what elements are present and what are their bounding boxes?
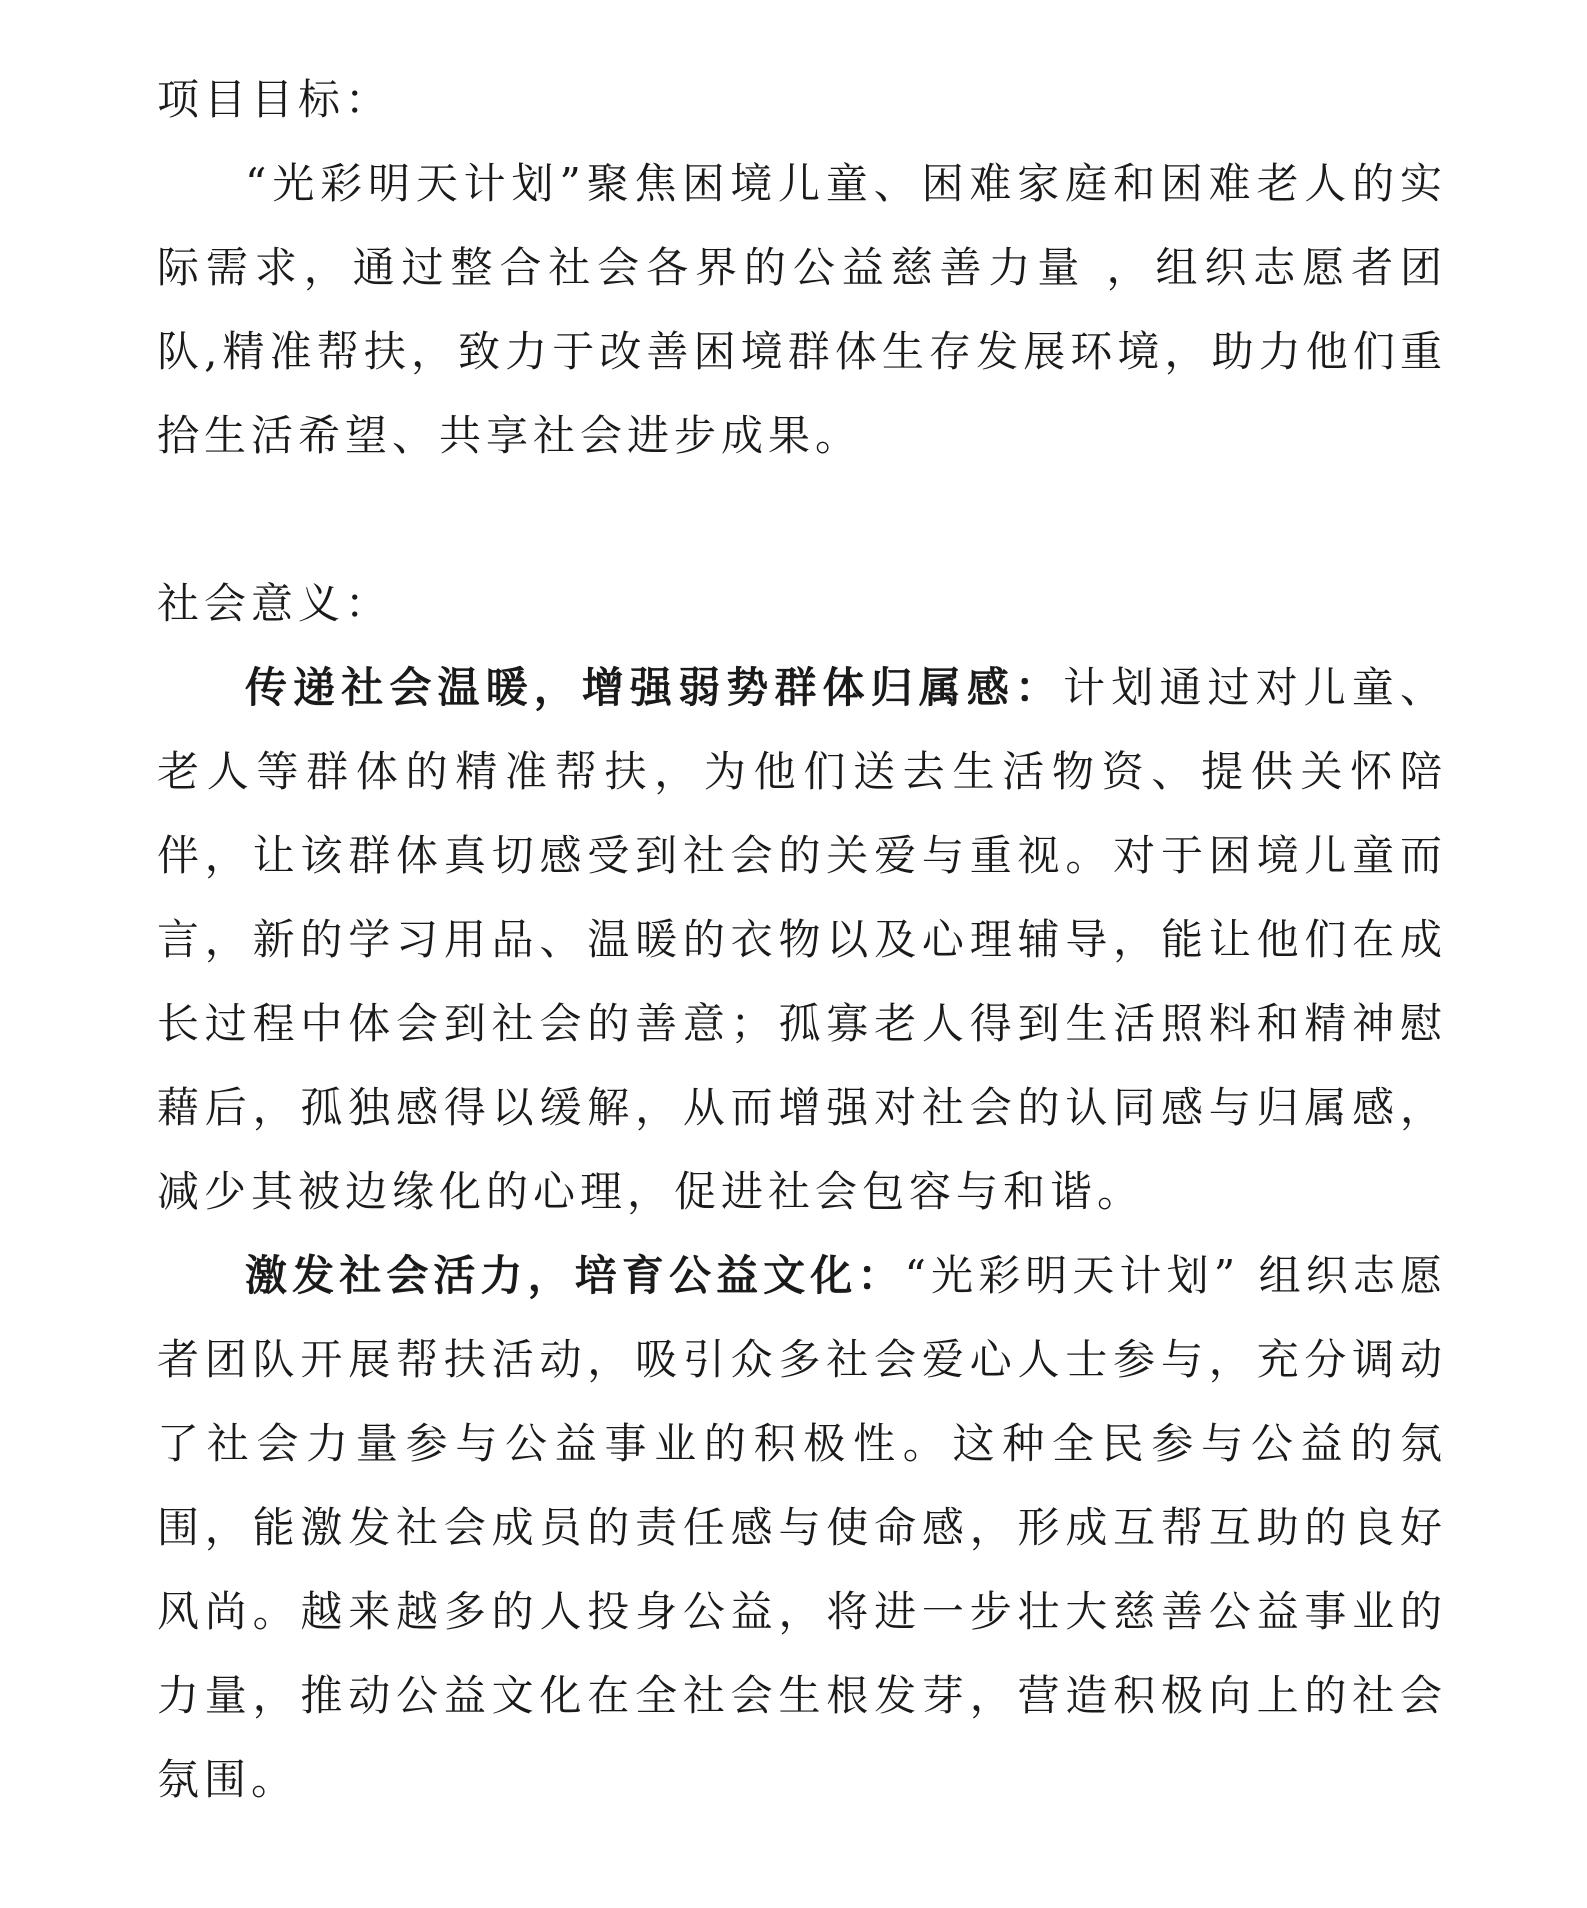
paragraph-body-vitality: “光彩明天计划” 组织志愿者团队开展帮扶活动，吸引众多社会爱心人士参与，充分调动了社会力量参与公益事业的积极性。这种全民参与公益的氛围，能激发社会成员的责任感与使命感，形成互帮互助的良好风尚。越来越多的人投身公益，将进一步壮大慈善公益事业的力量，推动公益文化在全社会生根发芽，营造积极向上的社会氛围。 [157, 1251, 1447, 1804]
section-heading-project-goal: 项目目标： [157, 75, 393, 124]
document-body [157, 58, 1447, 1822]
paragraph-lead-vitality: 激发社会活力，培育公益文化： [245, 1251, 905, 1300]
paragraph-body-warmth: 计划通过对儿童、老人等群体的精准帮扶，为他们送去生活物资、提供关怀陪伴，让该群体真切感受到社会的关爱与重视。对于困境儿童而言，新的学习用品、温暖的衣物以及心理辅导，能让他们在成长过程中体会到社会的善意；孤寡老人得到生活照料和精神慰藉后，孤独感得以缓解，从而增强对社会的认同感与归属感，减少其被边缘化的心理，促进社会包容与和谐。 [157, 663, 1447, 1216]
significance-paragraph-warmth [157, 646, 1447, 1234]
section-heading-social-significance: 社会意义： [157, 579, 393, 628]
paragraph-lead-warmth: 传递社会温暖，增强弱势群体归属感： [245, 663, 1064, 712]
section-spacer [157, 478, 1447, 562]
project-goal-paragraph: “光彩明天计划”聚焦困境儿童、困难家庭和困难老人的实际需求，通过整合社会各界的公益慈善力量 ，组织志愿者团队,精准帮扶，致力于改善困境群体生存发展环境，助力他们重拾生活希望、共享社会进步成果。 [157, 159, 1447, 460]
significance-paragraph-vitality [157, 1234, 1447, 1822]
